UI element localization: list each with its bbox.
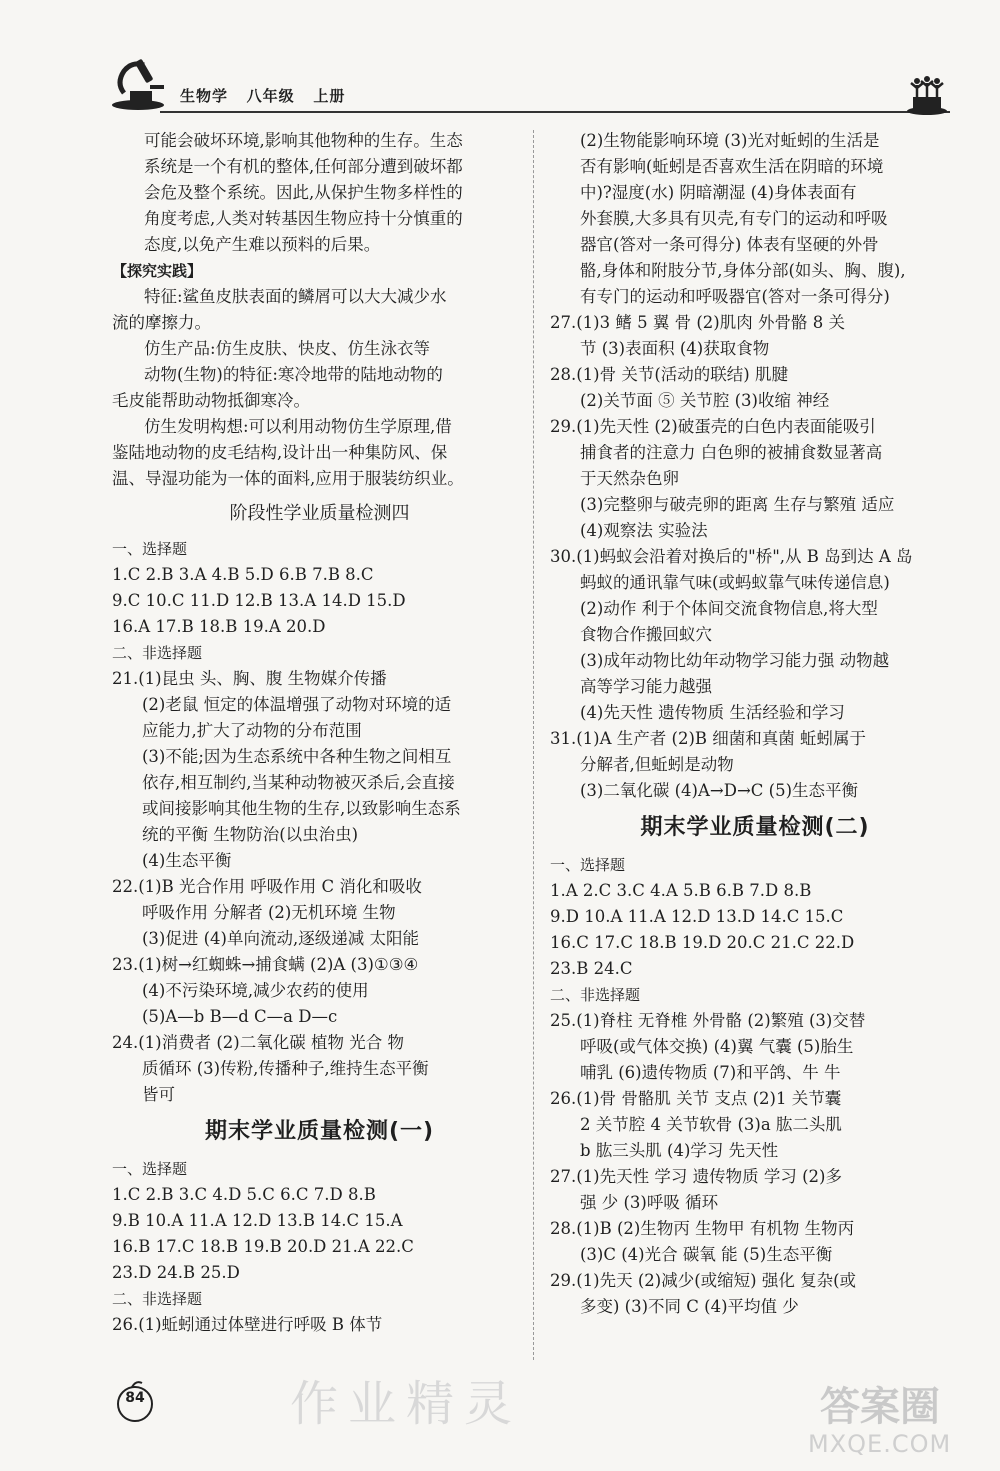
text-line: 蚂蚁的通讯靠气味(或蚂蚁靠气味传递信息) [580,573,890,592]
text-line: (4)观察法 实验法 [580,521,708,540]
text-line: 统的平衡 生物防治(以虫治虫) [142,825,359,844]
text-line: 31.(1)A 生产者 (2)B 细菌和真菌 蚯蚓属于 [550,729,867,748]
text-line: 16.A 17.B 18.B 19.A 20.D [112,617,326,636]
text-line: 9.D 10.A 11.A 12.D 13.D 14.C 15.C [550,907,844,926]
text-line: 呼吸作用 分解者 (2)无机环境 生物 [142,903,396,922]
text-line: (2)老鼠 恒定的体温增强了动物对环境的适 [142,695,452,714]
text-line: 温、导湿功能为一体的面料,应用于服装纺织业。 [112,469,464,488]
text-line: (2)关节面 ⑤ 关节腔 (3)收缩 神经 [580,391,830,410]
text-line: 呼吸(或气体交换) (4)翼 气囊 (5)胎生 [580,1037,854,1056]
text-line: 仿生发明构想:可以利用动物仿生学原理,借 [144,417,452,436]
text-line: 鉴陆地动物的皮毛结构,设计出一种集防风、保 [112,443,448,462]
text-line: 29.(1)先天 (2)减少(或缩短) 强化 复杂(或 [550,1271,857,1290]
text-line: (2)生物能影响环境 (3)光对蚯蚓的生活是 [580,131,880,150]
watermark-text: 作业精灵 [290,1376,523,1432]
text-line: 外套膜,大多具有贝壳,有专门的运动和呼吸 [580,209,888,228]
text-line: 皆可 [142,1085,175,1104]
text-line: 态度,以免产生难以预料的后果。 [144,235,381,254]
text-line: 一、选择题 [112,1160,188,1178]
column-divider [533,130,534,1360]
text-line: 食物合作搬回蚁穴 [580,625,712,644]
text-line: 二、非选择题 [112,1290,203,1308]
text-line: 于天然杂色卵 [580,469,679,488]
text-line: 21.(1)昆虫 头、胸、腹 生物媒介传播 [112,669,387,688]
text-line: 22.(1)B 光合作用 呼吸作用 C 消化和吸收 [112,877,422,896]
text-line: 24.(1)消费者 (2)二氧化碳 植物 光合 物 [112,1033,404,1052]
text-line: (4)生态平衡 [142,851,232,870]
text-line: 多变) (3)不同 C (4)平均值 少 [580,1297,799,1316]
left-column [112,128,527,1338]
text-line: 质循环 (3)传粉,传播种子,维持生态平衡 [142,1059,429,1078]
text-line: (3)成年动物比幼年动物学习能力强 动物越 [580,651,890,670]
text-line: 9.C 10.C 11.D 12.B 13.A 14.D 15.D [112,591,406,610]
watermark-url: MXQE.COM [808,1430,952,1458]
text-line: 中)?湿度(水) 阴暗潮湿 (4)身体表面有 [580,183,857,202]
text-line: 仿生产品:仿生皮肤、快皮、仿生泳衣等 [144,339,431,358]
text-line: 2 关节腔 4 关节软骨 (3)a 肱二头肌 [580,1115,842,1134]
text-line: 哺乳 (6)遗传物质 (7)和平鸽、牛 牛 [580,1063,841,1082]
text-line: 26.(1)蚯蚓通过体壁进行呼吸 B 体节 [112,1315,383,1334]
text-line: 25.(1)脊柱 无脊椎 外骨骼 (2)繁殖 (3)交替 [550,1011,866,1030]
text-line: (3)二氧化碳 (4)A→D→C (5)生态平衡 [580,781,859,800]
text-line: 29.(1)先天性 (2)破蛋壳的白色内表面能吸引 [550,417,876,436]
text-line: 依存,相互制约,当某种动物被灭杀后,会直接 [142,773,455,792]
section-title: 期末学业质量检测(一) [204,1119,435,1144]
text-line: 器官(答对一条可得分) 体表有坚硬的外骨 [580,235,879,254]
text-line: b 肱三头肌 (4)学习 先天性 [580,1141,779,1160]
text-line: 30.(1)蚂蚁会沿着对换后的"桥",从 B 岛到达 A 岛 [550,547,913,566]
text-line: (4)先天性 遗传物质 生活经验和学习 [580,703,845,722]
text-line: 23.D 24.B 25.D [112,1263,240,1282]
people-trophy-icon [905,75,950,115]
text-line: 27.(1)先天性 学习 遗传物质 学习 (2)多 [550,1167,842,1186]
text-line: 一、选择题 [112,540,188,558]
text-line: 会危及整个系统。因此,从保护生物多样性的 [144,183,463,202]
text-line: 角度考虑,人类对转基因生物应持十分慎重的 [144,209,463,228]
text-line: 二、非选择题 [550,986,641,1004]
page-header [100,55,950,115]
section-title: 期末学业质量检测(二) [640,815,870,840]
text-line: 毛皮能帮助动物抵御寒冷。 [112,391,310,410]
text-line: 【探究实践】 [112,262,203,280]
microscope-icon [110,55,170,115]
text-line: 16.B 17.C 18.B 19.B 20.D 21.A 22.C [112,1237,414,1256]
text-line: 27.(1)3 鳍 5 翼 骨 (2)肌肉 外骨骼 8 关 [550,313,845,332]
page-number-badge [112,1378,158,1424]
text-line: (4)不污染环境,减少农药的使用 [142,981,369,1000]
text-line: 二、非选择题 [112,644,203,662]
text-line: 有专门的运动和呼吸器官(答对一条可得分) [580,287,890,306]
text-line: 16.C 17.C 18.B 19.D 20.C 21.C 22.D [550,933,855,952]
text-line: 骼,身体和附肢分节,身体分部(如头、胸、腹), [580,261,906,280]
text-line: 可能会破坏环境,影响其他物种的生存。生态 [144,131,463,150]
text-line: (3)完整卵与破壳卵的距离 生存与繁殖 适应 [580,495,895,514]
section-title: 阶段性学业质量检测四 [229,503,410,524]
text-line: 高等学习能力越强 [580,677,712,696]
text-line: 一、选择题 [550,856,626,874]
text-line: 或间接影响其他生物的生存,以致影响生态系 [142,799,461,818]
text-line: 系统是一个有机的整体,任何部分遭到破坏都 [144,157,463,176]
text-line: (5)A—b B—d C—a D—c [142,1007,338,1026]
header-title: 生物学 八年级 上册 [180,87,346,105]
text-line: 9.B 10.A 11.A 12.D 13.B 14.C 15.A [112,1211,403,1230]
text-line: 否有影响(蚯蚓是否喜欢生活在阴暗的环境 [580,157,884,176]
text-line: 1.C 2.B 3.C 4.D 5.C 6.C 7.D 8.B [112,1185,376,1204]
text-line: 23.B 24.C [550,959,633,978]
text-line: 28.(1)骨 关节(活动的联结) 肌腱 [550,365,788,384]
text-line: (3)C (4)光合 碳氧 能 (5)生态平衡 [580,1245,833,1264]
text-line: 节 (3)表面积 (4)获取食物 [580,339,770,358]
header-rule [160,111,950,113]
text-line: 特征:鲨鱼皮肤表面的鳞屑可以大大减少水 [144,287,447,306]
text-line: 应能力,扩大了动物的分布范围 [142,721,362,740]
text-line: 28.(1)B (2)生物丙 生物甲 有机物 生物丙 [550,1219,855,1238]
right-column [550,128,960,1320]
text-line: 26.(1)骨 骨骼肌 关节 支点 (2)1 关节囊 [550,1089,842,1108]
text-line: 流的摩擦力。 [112,313,211,332]
watermark-logo: 答案圈 [820,1384,940,1430]
text-line: 强 少 (3)呼吸 循环 [580,1193,719,1212]
text-line: 动物(生物)的特征:寒冷地带的陆地动物的 [144,365,443,384]
text-line: 1.C 2.B 3.A 4.B 5.D 6.B 7.B 8.C [112,565,374,584]
text-line: 23.(1)树→红蜘蛛→捕食螨 (2)A (3)①③④ [112,955,419,974]
page-number: 84 [125,1390,145,1406]
text-line: (3)不能;因为生态系统中各种生物之间相互 [142,747,452,766]
text-line: 分解者,但蚯蚓是动物 [580,755,734,774]
text-line: 捕食者的注意力 白色卵的被捕食数显著高 [580,443,883,462]
text-line: (3)促进 (4)单向流动,逐级递减 太阳能 [142,929,419,948]
text-line: (2)动作 利于个体间交流食物信息,将大型 [580,599,878,618]
text-line: 1.A 2.C 3.C 4.A 5.B 6.B 7.D 8.B [550,881,812,900]
